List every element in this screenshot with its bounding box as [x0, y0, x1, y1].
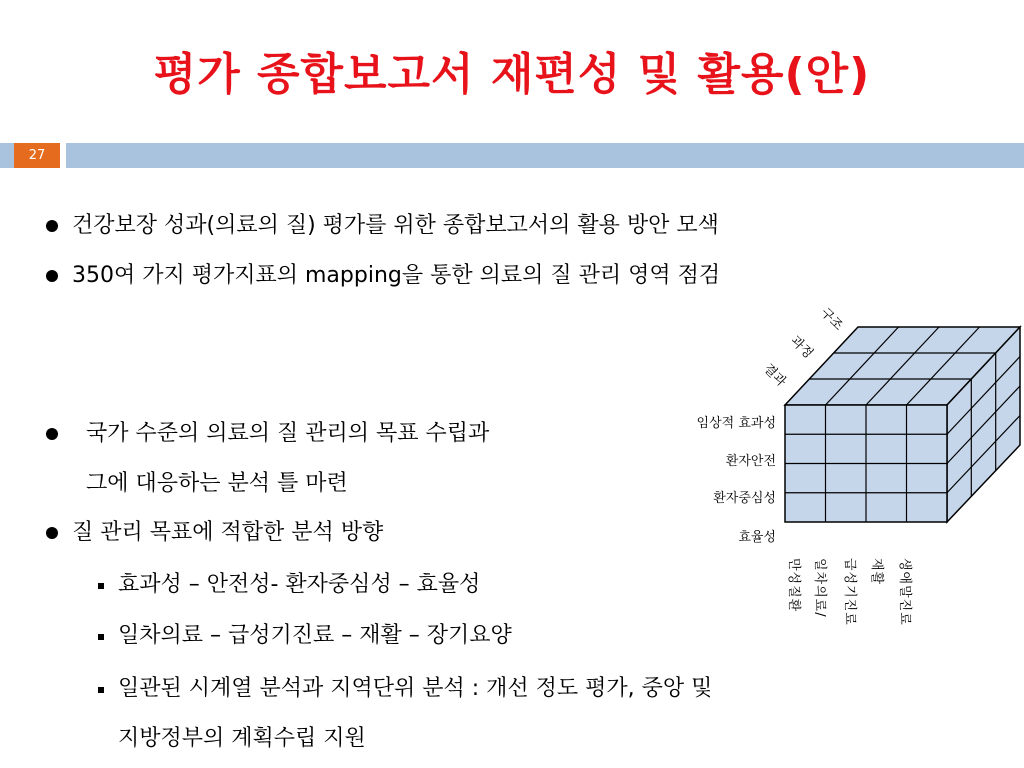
slide-title: 평가 종합보고서 재편성 및 활용(안): [153, 49, 871, 100]
bullet-evaluation-report: 건강보장 성과(의료의 질) 평가를 위한 종합보고서의 활용 방안 모색: [72, 213, 719, 238]
depth-label-process: 과정: [787, 333, 816, 362]
row-label-efficiency: 효율성: [738, 530, 776, 545]
page-number-badge: 27: [14, 143, 60, 168]
col-label-acute-care: 급성기진료: [842, 558, 857, 626]
depth-label-structure: 구조: [817, 305, 846, 334]
row-label-patient-centeredness: 환자중심성: [713, 491, 776, 506]
col-label-rehabilitation: 재활: [869, 558, 884, 586]
row-label-patient-safety: 환자안전: [725, 454, 776, 469]
sub-bullet-quality-dimensions: 효과성 – 안전성- 환자중심성 – 효율성: [118, 572, 481, 597]
sub-bullet-care-stages: 일차의료 – 급성기진료 – 재활 – 장기요양: [118, 623, 512, 648]
bullet-goal-line1: 국가 수준의 의료의 질 관리의 목표 수립과: [86, 421, 490, 446]
bullet-goal-line2: 그에 대응하는 분석 틀 마련: [86, 471, 348, 496]
col-label-primary-care: 일차의료/: [812, 558, 827, 618]
sub-bullet-time-series-continuation: 지방정부의 계획수립 지원: [118, 726, 366, 751]
col-label-end-of-life: 생애말진료: [897, 558, 912, 626]
bullet-analysis-direction: 질 관리 목표에 적합한 분석 방향: [72, 520, 384, 545]
row-label-clinical-effectiveness: 임상적 효과성: [696, 416, 776, 431]
depth-label-outcome: 결과: [760, 361, 789, 390]
sub-bullet-time-series: 일관된 시계열 분석과 지역단위 분석 : 개선 정도 평가, 중앙 및: [118, 676, 713, 701]
col-label-chronic-disease: 만성질환: [786, 558, 801, 613]
bullet-indicator-mapping: 350여 가지 평가지표의 mapping을 통한 의료의 질 관리 영역 점검: [72, 263, 721, 288]
